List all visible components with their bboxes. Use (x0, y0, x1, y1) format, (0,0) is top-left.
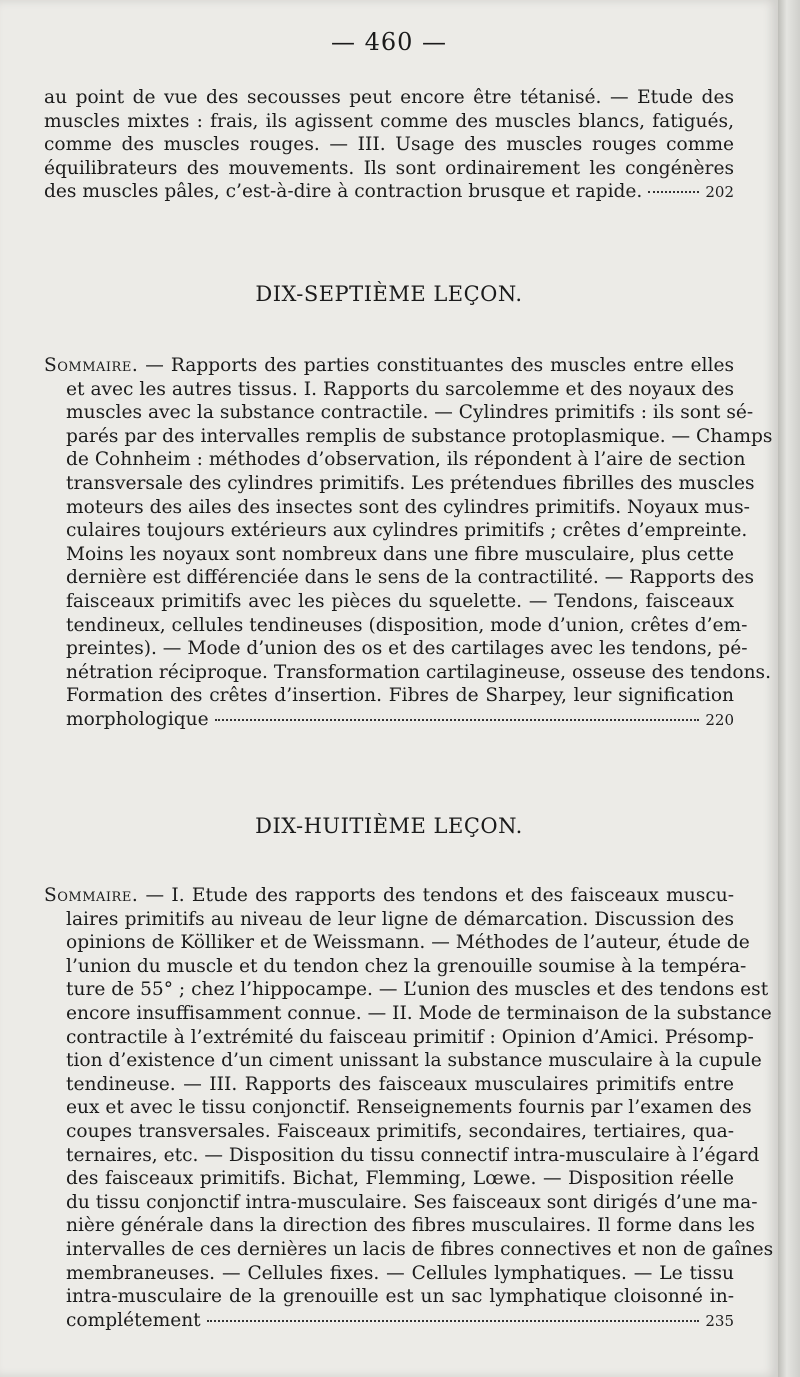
top-paragraph (44, 86, 734, 205)
dot-leader (207, 1320, 700, 1322)
text-line: comme des muscles rouges. — III. Usage des muscles rouges comme (44, 134, 734, 156)
text-line: dernière est différenciée dans le sens de la contractilité. — Rapports des (66, 567, 754, 589)
text-line: muscles mixtes : frais, ils agissent comme des muscles blancs, fatigués, (44, 110, 734, 132)
page-number: — 460 — (330, 28, 448, 56)
text-line: tion d’existence d’un ciment unissant la substance musculaire à la cupule (66, 1050, 762, 1072)
page-edge (778, 0, 800, 1377)
lesson-17-summary (44, 354, 773, 733)
text-line: au point de vue des secousses peut encore être tétanisé. — Etude des (44, 87, 734, 108)
text-line: membraneuses. — Cellules fixes. — Cellules lymphatiques. — Le tissu (66, 1262, 734, 1284)
text-line: du tissu conjonctif intra-musculaire. Ses faisceaux sont dirigés d’une ma- (66, 1191, 758, 1213)
text-line: laires primitifs au niveau de leur ligne de démarcation. Discussion des (66, 908, 734, 930)
leader-text: morphologique (66, 708, 209, 730)
summary-first-line-text: — I. Etude des rapports des tendons et des faisceaux muscu- (138, 885, 734, 906)
leader-page: 235 (705, 1311, 734, 1330)
summary-label: Sommaire. (44, 355, 139, 376)
summary-first-line (44, 354, 734, 378)
dot-leader (648, 191, 699, 193)
lesson-18-heading: DIX-HUITIÈME LEÇON. (255, 814, 523, 838)
leader-text: des muscles pâles, c’est-à-dire à contraction brusque et rapide. (44, 181, 643, 203)
text-line: des faisceaux primitifs. Bichat, Flemming, Lœwe. — Disposition réelle (66, 1168, 734, 1190)
text-line: ternaires, etc. — Disposition du tissu connectif intra-musculaire à l’égard (66, 1144, 760, 1166)
text-line: parés par des intervalles remplis de substance protoplasmique. — Champs (66, 425, 773, 447)
text-line: coupes transversales. Faisceaux primitifs, secondaires, tertiaires, qua- (66, 1120, 734, 1142)
text-line: tendineux, cellules tendineuses (disposition, mode d’union, crêtes d’em- (66, 614, 748, 636)
text-line: Moins les noyaux sont nombreux dans une fibre musculaire, plus cette (66, 543, 734, 565)
text-line: et avec les autres tissus. I. Rapports du sarcolemme et des noyaux des (66, 378, 734, 400)
text-line: encore insuffisamment connue. — II. Mode de terminaison de la substance (66, 1002, 772, 1024)
leader-page: 220 (705, 710, 734, 729)
text-line: moteurs des ailes des insectes sont des cylindres primitifs. Noyaux mus- (66, 496, 750, 518)
text-line: culaires toujours extérieurs aux cylindres primitifs ; crêtes d’empreinte. (66, 520, 748, 542)
leader-page: 202 (705, 183, 734, 202)
text-line: intervalles de ces dernières un lacis de fibres connectives et non de gaînes (66, 1238, 774, 1260)
text-line: tendineuse. — III. Rapports des faisceaux musculaires primitifs entre (66, 1073, 734, 1095)
text-line: faisceaux primitifs avec les pièces du squelette. — Tendons, faisceaux (66, 590, 734, 612)
summary-first-line-text: — Rapports des parties constituantes des muscles entre elles (138, 355, 734, 376)
lesson-18-summary (44, 884, 774, 1333)
text-line: Formation des crêtes d’insertion. Fibres de Sharpey, leur signification (66, 685, 734, 707)
text-line: ture de 55° ; chez l’hippocampe. — L’union des muscles et des tendons est (66, 979, 769, 1001)
summary-label: Sommaire. (44, 885, 139, 906)
text-line: nétration réciproque. Transformation cartilagineuse, osseuse des tendons. (66, 661, 771, 683)
text-line: équilibrateurs des mouvements. Ils sont ordinairement les congénères (44, 157, 734, 179)
toc-leader-line (44, 180, 734, 205)
lesson-17-heading: DIX-SEPTIÈME LEÇON. (255, 282, 523, 306)
text-line: intra-musculaire de la grenouille est un sac lymphatique cloisonné in- (66, 1286, 734, 1308)
text-line: nière générale dans la direction des fibres musculaires. Il forme dans les (66, 1215, 755, 1237)
dot-leader (215, 719, 700, 721)
text-line: l’union du muscle et du tendon chez la grenouille soumise à la tempéra- (66, 955, 747, 977)
toc-leader-line (44, 1309, 734, 1334)
text-line: contractile à l’extrémité du faisceau primitif : Opinion d’Amici. Présomp- (66, 1026, 754, 1048)
toc-leader-line (44, 708, 734, 733)
text-line: eux et avec le tissu conjonctif. Renseignements fournis par l’examen des (66, 1097, 752, 1119)
text-line: de Cohnheim : méthodes d’observation, ils répondent à l’aire de section (66, 449, 746, 471)
text-line: transversale des cylindres primitifs. Les prétendues fibrilles des muscles (66, 472, 755, 494)
text-line: opinions de Kölliker et de Weissmann. — Méthodes de l’auteur, étude de (66, 932, 750, 954)
summary-first-line (44, 884, 734, 908)
leader-text: complétement (66, 1309, 201, 1331)
text-line: preintes). — Mode d’union des os et des cartilages avec les tendons, pé- (66, 638, 748, 660)
text-line: muscles avec la substance contractile. — Cylindres primitifs : ils sont sé- (66, 402, 754, 424)
